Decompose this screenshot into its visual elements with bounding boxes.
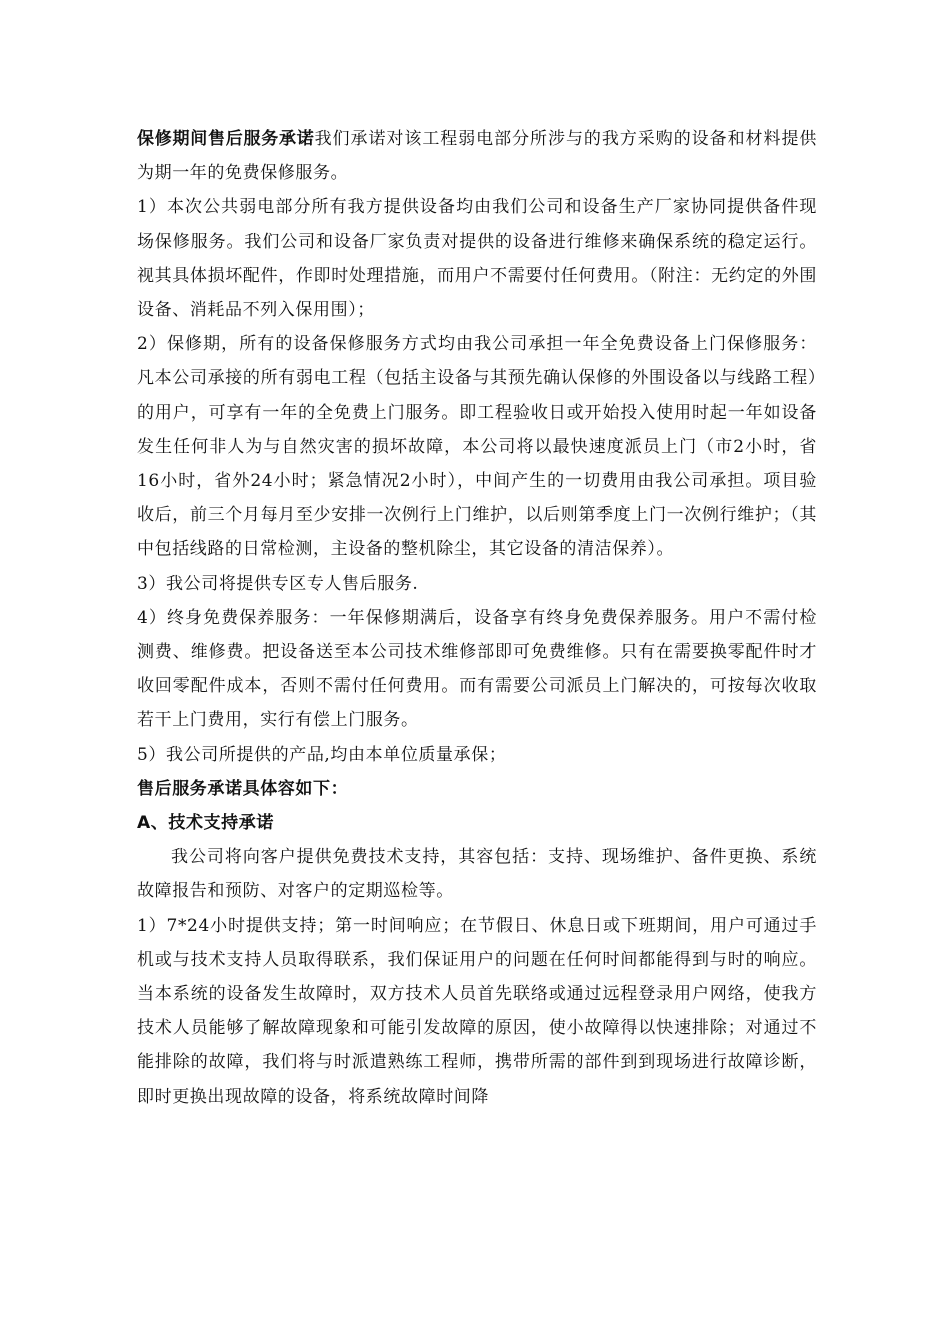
document-body xyxy=(137,122,817,1114)
paragraph-5: 5）我公司所提供的产品,均由本单位质量承保； xyxy=(137,744,507,765)
tech-support-item-1: 1）7*24小时提供支持；第一时间响应；在节假日、休息日或下班期间，用户可通过手机或与技术支持人员取得联系，我们保证用户的问题在任何时间都能得到与时的响应。当本系统的设备发生故障时，双方技术人员首先联络或通过远程登录用户网络，使我方技术人员能够了解故障现象和可能引发故障的原因，使小故障得以快速排除；对通过不能排除的故障，我们将与时派遣熟练工程师，携带所需的部件到到现场进行故障诊断，即时更换出现故障的设备，将系统故障时间降 xyxy=(137,915,817,1107)
paragraph-4: 4）终身免费保养服务：一年保修期满后，设备享有终身免费保养服务。用户不需付检测费、维修费。把设备送至本公司技术维修部即可免费维修。只有在需要换零配件时才收回零配件成本，否则不需付任何费用。而有需要公司派员上门解决的，可按每次收取若干上门费用，实行有偿上门服务。 xyxy=(137,607,817,731)
paragraph-1: 1）本次公共弱电部分所有我方提供设备均由我们公司和设备生产厂家协同提供备件现场保修服务。我们公司和设备厂家负责对提供的设备进行维修来确保系统的稳定运行。视其具体损坏配件，作即时处理措施，而用户不需要付任何费用。（附注：无约定的外围设备、消耗品不列入保用围）； xyxy=(137,197,817,321)
warranty-paragraph xyxy=(137,122,817,190)
warranty-intro: 我们承诺对该工程弱电部分所涉与的我方采购的设备和材料提供为期一年的免费保修服务。 xyxy=(137,129,817,184)
paragraph-3: 3）我公司将提供专区专人售后服务. xyxy=(137,573,419,594)
tech-support-heading: A、技术支持承诺 xyxy=(137,813,274,834)
paragraph-2: 2）保修期，所有的设备保修服务方式均由我公司承担一年全免费设备上门保修服务：凡本公司承接的所有弱电工程（包括主设备与其预先确认保修的外围设备以与线路工程）的用户，可享有一年的全免费上门服务。即工程验收日或开始投入使用时起一年如设备发生任何非人为与自然灾害的损坏故障，本公司将以最快速度派员上门（市2小时，省16小时，省外24小时；紧急情况2小时），中间产生的一切费用由我公司承担。项目验收后，前三个月每月至少安排一次例行上门维护，以后则第季度上门一次例行维护；（其中包括线路的日常检测，主设备的整机除尘，其它设备的清洁保养）。 xyxy=(137,334,817,560)
warranty-title: 保修期间售后服务承诺 xyxy=(137,129,315,149)
after-sales-heading: 售后服务承诺具体容如下： xyxy=(137,778,349,799)
tech-support-intro: 我公司将向客户提供免费技术支持，其容包括：支持、现场维护、备件更换、系统故障报告和预防、对客户的定期巡检等。 xyxy=(137,847,817,902)
